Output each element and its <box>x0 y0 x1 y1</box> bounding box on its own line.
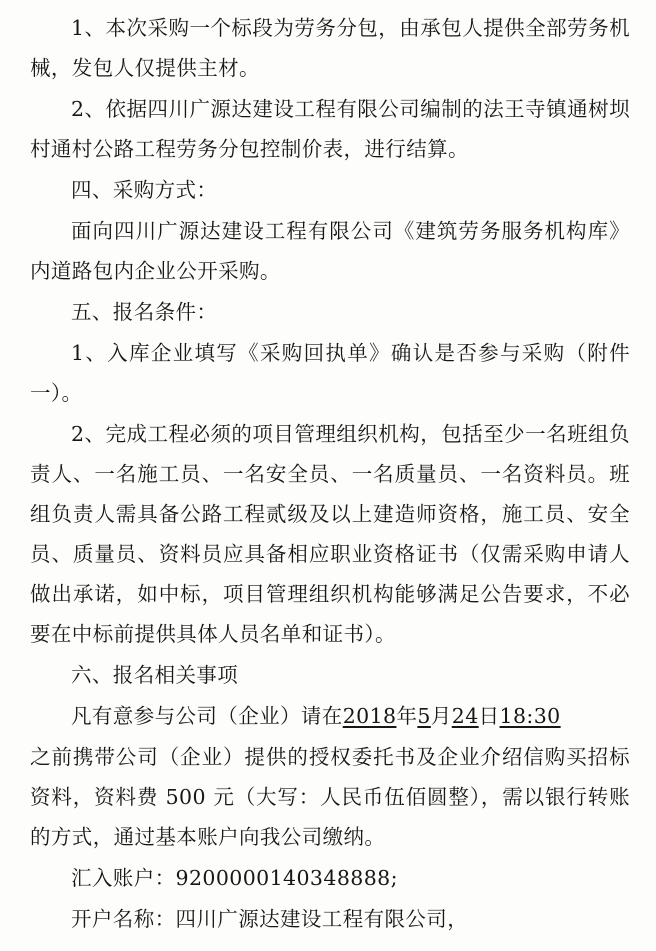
paragraph-condition-2: 2、完成工程必须的项目管理组织机构，包括至少一名班组负责人、一名施工员、一名安全员、一名质量员、一名资料员。班组负责人需具备公路工程贰级及以上建造师资格，施工员、安全员、质量员、资料员应具备相应职业资格证书（仅需采购申请人做出承诺，如中标，项目管理组织机构能够满足公告要求，不必要在中标前提供具体人员名单和证书）。 <box>30 422 630 646</box>
account-block <box>30 858 630 939</box>
deadline-day-unit: 日 <box>478 704 500 728</box>
account-name-value: 四川广源达建设工程有限公司， <box>175 907 469 931</box>
section-heading-five: 五、报名条件： <box>71 300 218 324</box>
account-number-label: 汇入账户： <box>71 866 176 890</box>
section-heading-six: 六、报名相关事项 <box>71 663 239 687</box>
deadline-block <box>30 696 630 857</box>
section-heading-four: 四、采购方式： <box>71 178 218 202</box>
deadline-month-unit: 月 <box>430 704 452 728</box>
deadline-month-value: 5 <box>417 704 431 728</box>
paragraph-procurement-method: 面向四川广源达建设工程有限公司《建筑劳务服务机构库》内道路包内企业公开采购。 <box>30 219 630 283</box>
deadline-lead-text: 凡有意参与公司（企业）请在 <box>71 704 343 728</box>
deadline-year-value: 2018 <box>342 704 397 728</box>
account-number-line <box>30 858 630 898</box>
account-number-value: 9200000140348888; <box>175 866 398 890</box>
paragraph-condition-1: 1、入库企业填写《采购回执单》确认是否参与采购（附件一）。 <box>30 341 630 405</box>
deadline-year-unit: 年 <box>396 704 418 728</box>
paragraph-deadline-continuation: 之前携带公司（企业）提供的授权委托书及企业介绍信购买招标资料，资料费 500 元（大写：人民币伍佰圆整），需以银行转账的方式，通过基本账户向我公司缴纳。 <box>30 745 630 849</box>
account-name-label: 开户名称： <box>71 907 176 931</box>
deadline-day-value: 24 <box>451 704 479 728</box>
paragraph-deadline <box>30 696 630 736</box>
account-name-line <box>30 899 630 939</box>
deadline-time-value: 18:30 <box>499 704 561 728</box>
paragraph-2: 2、依据四川广源达建设工程有限公司编制的法王寺镇通树坝村通村公路工程劳务分包控制价表，进行结算。 <box>30 97 630 161</box>
paragraph-1: 1、本次采购一个标段为劳务分包，由承包人提供全部劳务机械，发包人仅提供主材。 <box>30 16 630 80</box>
